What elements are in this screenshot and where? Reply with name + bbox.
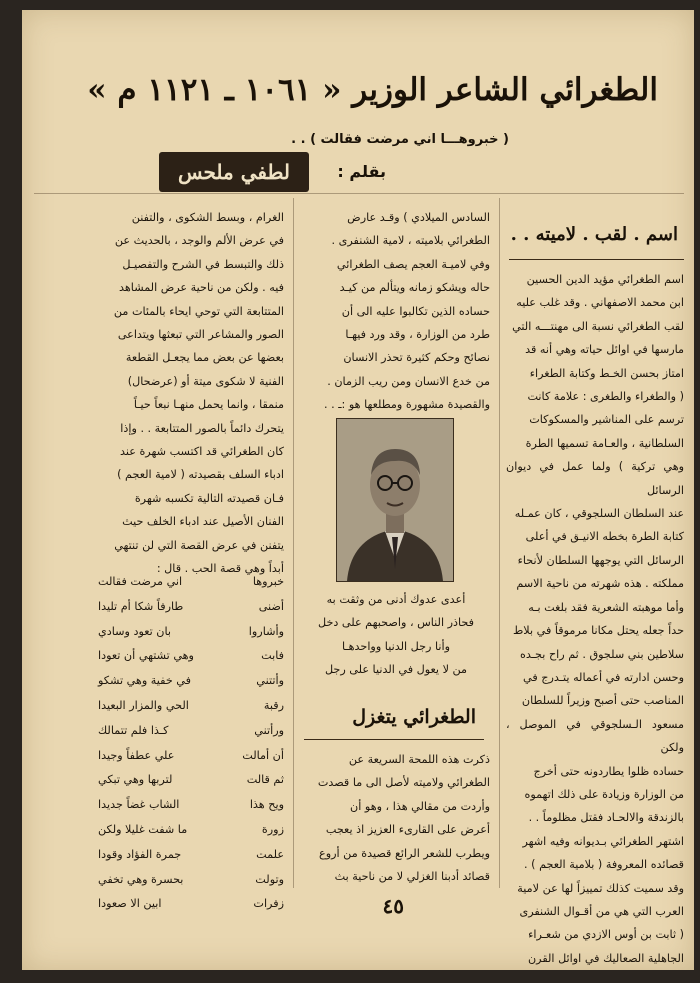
- poem-verse: [98, 892, 284, 917]
- subheading: الطغرائي يتغزل: [352, 706, 476, 728]
- text-line: الجاهلية الصعاليك في اوائل القرن: [527, 951, 684, 965]
- column-1-text: [506, 268, 684, 970]
- byline-label: بقلم :: [337, 162, 386, 181]
- text-line: ذلك والتبسط في الشرح والتفصيـل: [122, 257, 284, 271]
- text-line: لقب الطغرائي نسبة الى مهنتـــه التي: [512, 319, 684, 333]
- poem-verse: [98, 644, 284, 669]
- poem-verse: [98, 818, 284, 843]
- text-line: بالزندقة والالحـاد فقتل مظلوماً . .: [528, 811, 684, 825]
- text-line: مسعود الـسلجوقي في الموصل ، ولكن: [506, 717, 684, 755]
- verse-rest: الحي والمزار البعيدا: [98, 698, 189, 712]
- text-line: ابن محمد الاصفهاني . وقد غلب عليه: [516, 296, 684, 310]
- poem-verse: [98, 868, 284, 893]
- text-line: كان الطغرائي قد اكتسب شهرة عند: [119, 445, 284, 459]
- poem-verse: [98, 793, 284, 818]
- author-name-plate: لطفي ملحس: [159, 152, 309, 192]
- verse-first-word: زورة: [261, 822, 284, 836]
- text-line: ( ثابت بن أوس الازدي من شعـراء: [528, 928, 684, 942]
- poem-verse: [98, 768, 284, 793]
- verse-line: وأنا رجل الدنيا وواحدهـا: [341, 639, 451, 653]
- verse-first-word: ثم قالت: [246, 773, 284, 787]
- text-line: المناصب حتى أصبح وزيراً للسلطان: [521, 694, 684, 708]
- text-line: السادس الميلادي ) وقـد عارض: [347, 211, 490, 224]
- poem-block: [98, 570, 284, 917]
- text-line: منمقا ، وانما يحمل منهـا نبعاً حيـاً: [133, 398, 284, 412]
- poem-verse: [98, 570, 284, 595]
- subheading-rule: [304, 739, 484, 740]
- text-line: حاله ويشكو زمانه ويتألم من كيـد: [339, 281, 490, 295]
- column-divider-1: [499, 198, 500, 888]
- text-line: العرب التي هي من أقـوال الشنفرى: [519, 904, 684, 918]
- verse-rest: علي عطفاً وجيدا: [98, 748, 175, 762]
- text-line: وقد سميت كذلك تمييزاً لها عن لامية: [517, 881, 684, 895]
- verse-first-word: أن أمالت: [242, 748, 284, 762]
- text-line: وهي تركية ) ولما عمل في ديوان الرسائل: [506, 460, 684, 497]
- text-line: الغرام ، وبسط الشكوى ، والتفنن: [131, 211, 284, 224]
- text-line: السلطانية ، والعـامة تسميها الطرة: [525, 436, 684, 450]
- verse-first-word: وتولت: [255, 872, 284, 886]
- text-line: كتابة الطرة بخطه الانيـق في أعلى: [525, 530, 684, 544]
- text-line: ترسم على المناشير والمسكوكات: [529, 413, 684, 427]
- text-line: في عرض الألم والوجد ، بالحديث عن: [114, 234, 284, 248]
- text-line: مارسها في اوائل حياته وهي أنه قد: [525, 343, 684, 357]
- text-line: من الوزارة وزيادة على ذلك اتهموه: [524, 787, 684, 801]
- text-line: فـان قصيدته التالية تكسبه شهرة: [134, 491, 284, 505]
- verse-rest: بان تعود وسادي: [98, 624, 172, 638]
- article-title: الطغرائي الشاعر الوزير « ١٠٦١ ـ ١١٢١ م »: [87, 72, 658, 108]
- verse-first-word: ورأتني: [254, 723, 284, 737]
- text-line: وفي لاميـة العجم يصف الطغرائي: [336, 257, 490, 271]
- text-line: يتفنن في عرض القصة التي لن تنتهي: [114, 538, 284, 552]
- verse-first-word: رقبة: [263, 698, 284, 712]
- text-line: طرد من الوزارة ، وقد ورد فيهـا: [345, 328, 490, 342]
- text-line: يتحرك دائماً بالصور المتتابعة . . وإذا: [120, 421, 284, 435]
- verse-first-word: خبروها: [252, 575, 284, 588]
- poem-verses: [98, 570, 284, 917]
- column-2-lines: [302, 206, 490, 417]
- verse-rest: الشاب غضاً جديدا: [98, 798, 180, 812]
- header-rule: [34, 193, 684, 194]
- text-line: الفنية لا شكوى ميتة أو (عرضحال): [127, 374, 284, 388]
- poem-verse: [98, 694, 284, 719]
- poem-verse: [98, 620, 284, 645]
- text-line: حداً جعله يحتل مكانا مرموقاً في بلاط: [512, 624, 684, 638]
- verse-rest: وهي تشتهي أن تعودا: [98, 649, 194, 663]
- section-heading: اسم . لقب . لاميته . .: [510, 224, 678, 245]
- text-line: بعضها عن بعض مما يجعـل القطعة: [125, 351, 284, 365]
- verse-first-word: أضنى: [258, 599, 284, 613]
- verse-first-word: فابت: [261, 649, 284, 663]
- verse-line: أعدى عدوك أدنى من وثقت به: [326, 593, 466, 606]
- text-line: والقصيدة مشهورة ومطلعها هو :ـ . .: [324, 398, 490, 412]
- text-line: الرسائل التي يوجهها السلطان لأنحاء: [517, 553, 684, 567]
- text-line: ذكرت هذه اللمحة السريعة عن: [348, 753, 490, 766]
- column-2-continued: [302, 748, 490, 888]
- text-line: قصائده المعروفة ( بلامية العجم ) .: [524, 858, 684, 872]
- verse-rest: ما شفت غليلا ولكن: [98, 822, 188, 836]
- text-line: قصائد أدبنا الغزلي لا من ناحية بث: [334, 870, 490, 884]
- column-3-text: [98, 206, 284, 581]
- text-line: نصائح وحكم كثيرة تحذر الانسان: [343, 351, 490, 365]
- text-line: امتاز بحسن الخـط وكتابة الطغراء: [529, 366, 684, 380]
- poem-verse: [98, 843, 284, 868]
- verse-rest: جمرة الفؤاد وقودا: [98, 847, 182, 861]
- text-line: ( والطغراء والطغرى : علامة كانت: [527, 390, 684, 404]
- text-line: حساده ظلوا يطاردونه حتى أخرج: [533, 764, 684, 778]
- text-line: المتتابعة التي توحي ايحاء بالمئات من: [113, 304, 284, 318]
- section-heading-rule: [509, 259, 684, 260]
- opening-verses: [302, 588, 490, 682]
- poem-verse: [98, 719, 284, 744]
- author-portrait-photo: [336, 418, 454, 582]
- text-line: الفنان الأصيل عند ادباء الخلف حيث: [122, 515, 284, 529]
- text-line: الصور والمشاعر التي تبعثها ويتداعى: [117, 328, 284, 342]
- column-3-lines: [98, 206, 284, 581]
- poem-verse: [98, 669, 284, 694]
- poem-verse: [98, 744, 284, 769]
- verse-first-word: علمت: [256, 847, 284, 861]
- text-line: الطغرائي بلاميته ، لامية الشنفرى .: [331, 234, 490, 248]
- page-number: ٤٥: [382, 894, 404, 918]
- text-line: وأما موهبته الشعرية فقد بلغت بـه: [528, 600, 684, 614]
- magazine-page: [22, 10, 694, 970]
- verse-first-word: وأشاروا: [248, 624, 284, 638]
- poem-verse: [98, 595, 284, 620]
- opening-verses-lines: [302, 588, 490, 682]
- text-line: وحسن ادارته في أعماله يتـدرج في: [523, 670, 684, 684]
- text-line: فيه . ولكن من ناحية عرض المشاهد: [119, 281, 284, 295]
- text-line: ادباء السلف بقصيدته ( لامية العجم ): [117, 468, 284, 482]
- text-line: اسم الطغرائي مؤيد الدين الحسين: [526, 273, 684, 286]
- verse-first-word: وأتتني: [256, 674, 284, 688]
- verse-line: من لا يعول في الدنيا على رجل: [324, 663, 468, 677]
- text-line: اشتهر الطغرائي بـديوانه وفيه اشهر: [522, 834, 684, 848]
- verse-rest: طارفاً شكا أم تليدا: [98, 599, 184, 613]
- column-divider-2: [293, 198, 294, 888]
- verse-rest: كـذا فلم تتمالك: [98, 723, 169, 737]
- text-line: الطغرائي ولاميته لأصل الى ما قصدت: [317, 776, 490, 790]
- verse-first-word: زفرات: [253, 897, 284, 911]
- verse-rest: اني مرضت فقالت: [98, 575, 183, 588]
- article-subtitle: ( خبروهـــا اني مرضت فقالت ) . .: [291, 132, 509, 147]
- text-line: حساده الذين تكالبوا عليه الى أن: [341, 304, 490, 318]
- text-line: مملكته . هذه شهرته من ناحية الاسم: [516, 577, 684, 591]
- text-line: عند السلطان السلجوقي ، كان عمـله: [514, 507, 684, 521]
- verse-first-word: ويح هذا: [249, 798, 284, 812]
- column-2-text: [302, 206, 490, 417]
- verse-rest: بحسرة وهي تخفي: [98, 872, 184, 886]
- text-line: ويطرب للشعر الرائع قصيدة من أروع: [319, 846, 490, 860]
- verse-line: فحاذر الناس ، واصحبهم على دخل: [318, 616, 474, 630]
- column-2-continued-lines: [302, 748, 490, 888]
- text-line: سلاطين بني سلجوق . ثم راح بجـده: [520, 647, 684, 661]
- text-line: وأردت من مقالي هذا ، وهو أن: [350, 799, 490, 813]
- portrait-illustration: [337, 419, 453, 581]
- text-line: أبداً وهي قصة الحب . قال :: [156, 562, 284, 576]
- text-line: أعرض على القارىء العزيز اذ يعجب: [325, 823, 490, 837]
- column-1-lines: [506, 268, 684, 970]
- verse-rest: لتربها وهي تبكي: [98, 773, 173, 787]
- verse-rest: ابين الا صعودا: [98, 897, 162, 911]
- verse-rest: في خفية وهي تشكو: [98, 674, 191, 688]
- text-line: من خدع الانسان ومن ريب الزمان .: [327, 374, 490, 388]
